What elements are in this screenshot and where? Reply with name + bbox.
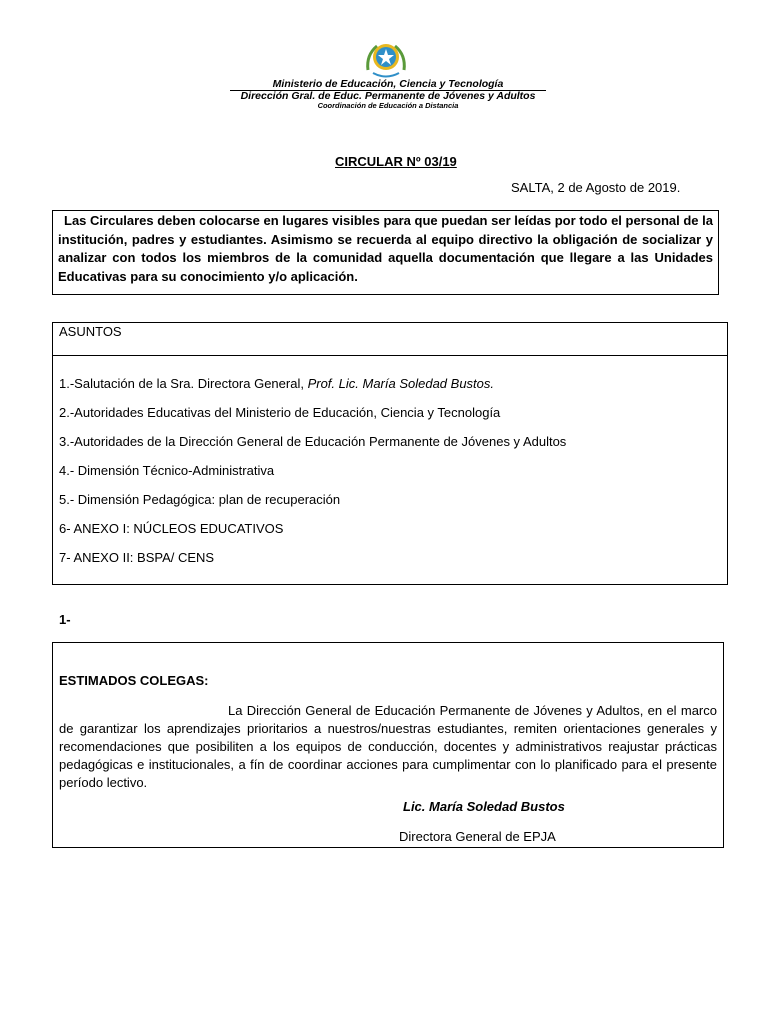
notice-box xyxy=(52,210,719,295)
header-coordination: Coordinación de Educación a Distancia xyxy=(317,101,459,110)
list-item: 1.-Salutación de la Sra. Directora General, Prof. Lic. María Soledad Bustos. xyxy=(59,376,495,391)
list-item: 5.- Dimensión Pedagógica: plan de recuperación xyxy=(59,492,341,507)
letter-box xyxy=(52,642,724,848)
letter-body: La Dirección General de Educación Permanente de Jóvenes y Adultos, en el marco de garantizar los aprendizajes prioritarios a nuestros/nuestras estudiantes, remiten orientaciones generales y recomendaciones que posibiliten a los equipos de conducción, docentes y administrativos reajustar prácticas pedagógicas e institucionales, a fín de coordinar acciones para cumplimentar con lo planificado para el presente período lectivo. xyxy=(59,703,717,790)
list-item: 4.- Dimensión Técnico-Administrativa xyxy=(59,463,275,478)
header-ministry: Ministerio de Educación, Ciencia y Tecnología xyxy=(272,78,504,90)
notice-text: Las Circulares deben colocarse en lugares visibles para que puedan ser leídas por todo el personal de la institución, padres y estudiantes. Asimismo se recuerda al equipo directivo la obligación de socializar y analizar con todos los miembros de la comunidad aquella documentación que llegare a las Unidades Educativas para su conocimiento y/o aplicación. xyxy=(58,213,713,284)
signature-role: Directora General de EPJA xyxy=(399,829,556,844)
signature-name: Lic. María Soledad Bustos xyxy=(403,799,565,814)
circular-title: CIRCULAR Nº 03/19 xyxy=(335,154,457,169)
list-item: 3.-Autoridades de la Dirección General de Educación Permanente de Jóvenes y Adultos xyxy=(59,434,567,449)
greeting: ESTIMADOS COLEGAS: xyxy=(59,673,209,688)
asuntos-box xyxy=(52,322,728,585)
asuntos-list xyxy=(53,356,727,578)
place-date: SALTA, 2 de Agosto de 2019. xyxy=(511,180,681,195)
list-item: 7- ANEXO II: BSPA/ CENS xyxy=(59,550,215,565)
provincial-emblem-icon xyxy=(363,40,409,80)
header-direction: Dirección Gral. de Educ. Permanente de Jóvenes y Adultos xyxy=(240,90,536,102)
list-item: 6- ANEXO I: NÚCLEOS EDUCATIVOS xyxy=(59,521,284,536)
section-number: 1- xyxy=(59,612,71,627)
list-item: 2.-Autoridades Educativas del Ministerio de Educación, Ciencia y Tecnología xyxy=(59,405,501,420)
asuntos-heading: ASUNTOS xyxy=(53,323,727,356)
